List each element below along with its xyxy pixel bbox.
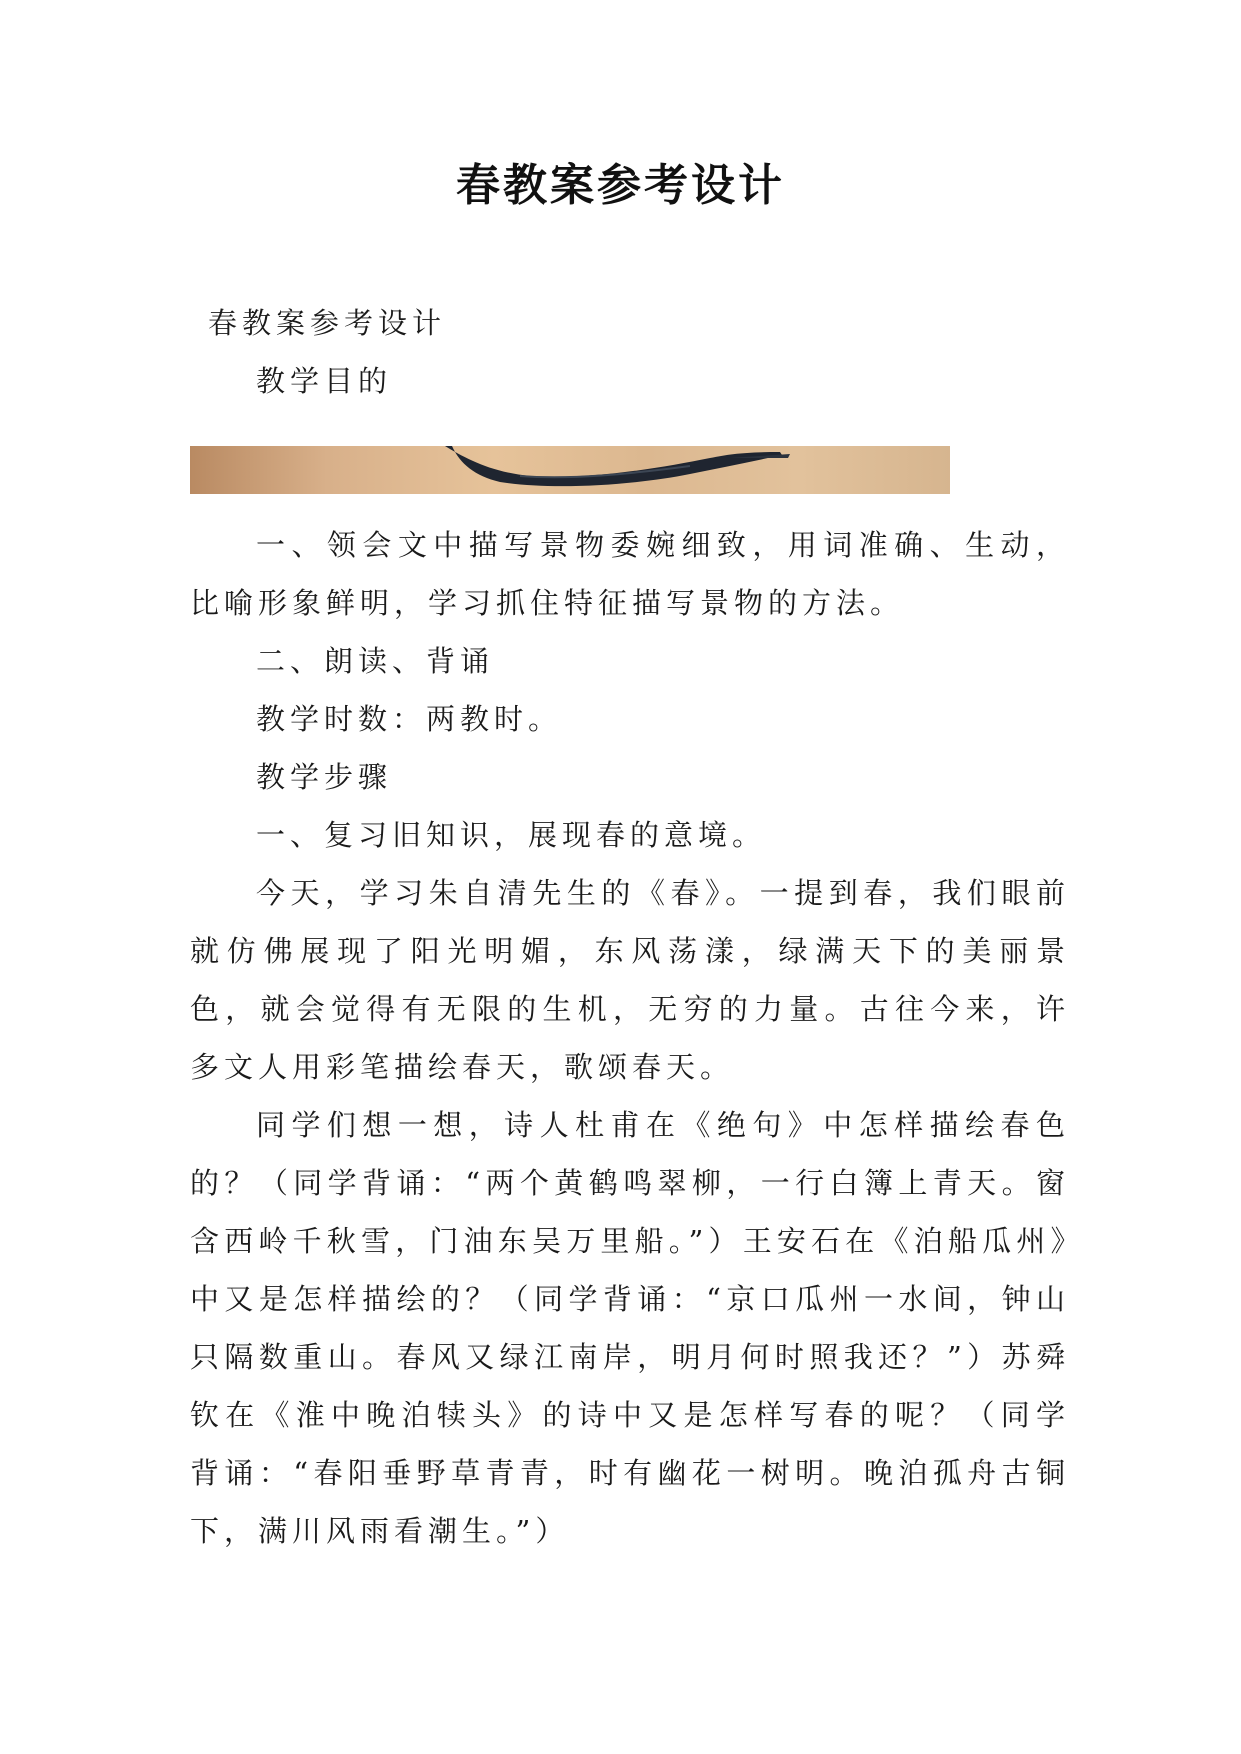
document-body bbox=[190, 294, 1070, 1560]
paragraph-1: 今天，学习朱自清先生的《春》。一提到春，我们眼前就仿佛展现了阳光明媚，东风荡漾，绿满天下的美丽景色，就会觉得有无限的生机，无穷的力量。古往今来，许多文人用彩笔描绘春天，歌颂春天。 bbox=[190, 876, 1070, 1084]
goal-item-1: 一、领会文中描写景物委婉细致，用词准确、生动，比喻形象鲜明，学习抓住特征描写景物的方法。 bbox=[190, 528, 1070, 620]
section-heading-goal: 教学目的 bbox=[256, 364, 393, 398]
section-heading-steps: 教学步骤 bbox=[256, 760, 393, 794]
document-subtitle: 春教案参考设计 bbox=[208, 306, 447, 340]
step-item-1: 一、复习旧知识，展现春的意境。 bbox=[256, 818, 767, 852]
ink-boat-image bbox=[190, 446, 950, 494]
ink-boat-illustration bbox=[190, 446, 950, 494]
teaching-hours: 教学时数：两教时。 bbox=[256, 702, 563, 736]
goal-item-2: 二、朗读、背诵 bbox=[256, 644, 495, 678]
paragraph-2: 同学们想一想，诗人杜甫在《绝句》中怎样描绘春色的？（同学背诵：“两个黄鹤鸣翠柳，一行白簿上青天。窗含西岭千秋雪，门油东吴万里船。”）王安石在《泊船瓜州》中又是怎样描绘的？（同学背诵：“京口瓜州一水间，钟山只隔数重山。春风又绿江南岸，明月何时照我还？”）苏舜钦在《淮中晚泊犊头》的诗中又是怎样写春的呢？（同学背诵：“春阳垂野草青青，时有幽花一树明。晚泊孤舟古铜下，满川风雨看潮生。”） bbox=[190, 1108, 1070, 1548]
page-title: 春教案参考设计 bbox=[456, 160, 785, 211]
